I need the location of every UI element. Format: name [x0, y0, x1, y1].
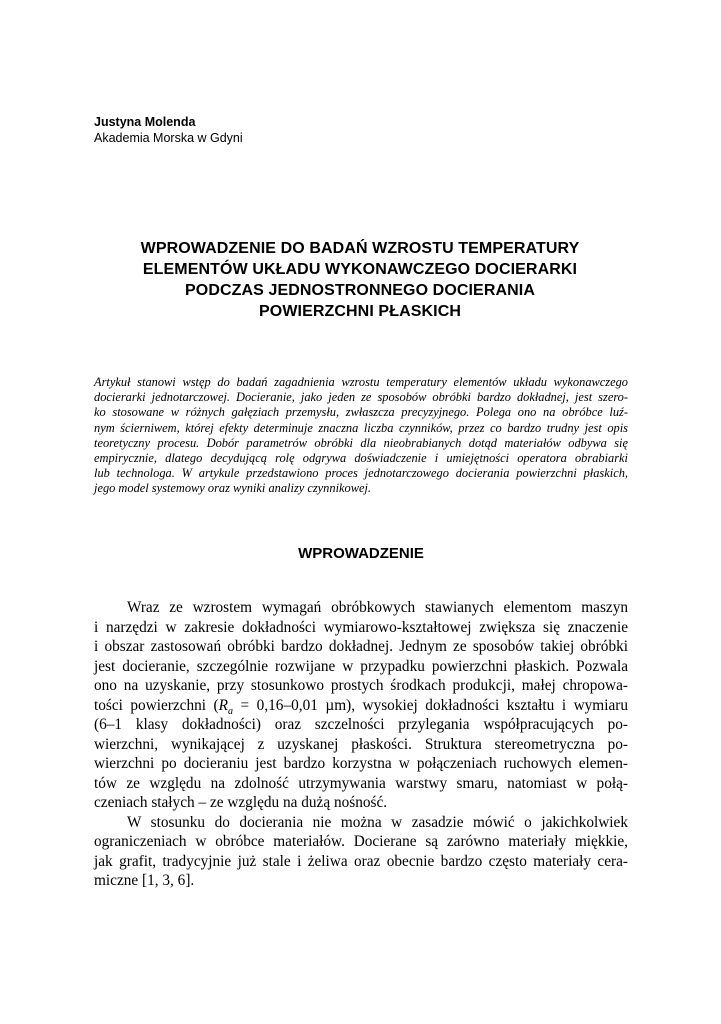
paragraph-line: ono na uzyskanie, przy stosunkowo prostych środkach produkcji, małej chropowa- [94, 677, 628, 694]
paragraph-line: ograniczeniach w obróbce materiałów. Docierane są zarówno materiały miękkie, [94, 833, 628, 850]
paragraph-line: i narzędzi w zakresie dokładności wymiarowo-kształtowej zwiększa się znaczenie [94, 618, 628, 636]
abstract-line: ko stosowane w różnych gałęziach przemysłu, zwłaszcza precyzyjnego. Polega ono na obróbce luź- [94, 405, 628, 420]
paragraph-line: tów ze względu na zdolność utrzymywania warstwy smaru, natomiast w połą- [94, 774, 628, 792]
author-affiliation: Akademia Morska w Gdyni [94, 131, 243, 145]
title-line: WPROWADZENIE DO BADAŃ WZROSTU TEMPERATURY [140, 240, 580, 257]
abstract-line: teoretyczny procesu. Dobór parametrów obróbki dla nieobrabianych dotąd materiałów odbywa się [94, 435, 628, 450]
abstract-line: jego model systemowy oraz wyniki analizy czynnikowej. [94, 481, 372, 496]
ra-symbol: R [218, 696, 228, 714]
paragraph-line: W stosunku do docierania nie można w zasadzie mówić o jakichkolwiek [127, 813, 628, 831]
paragraph-line: miczne [1, 3, 6]. [94, 872, 195, 889]
paragraph-line: jak grafit, tradycyjnie już stale i żeliwa oraz obecnie bardzo często materiały cera- [94, 852, 628, 870]
paragraph-line: wierzchni po docieraniu jest bardzo korzystna w połączeniach ruchowych elemen- [94, 755, 628, 772]
author-name: Justyna Molenda [94, 115, 196, 129]
text-fragment: tości powierzchni ( [94, 696, 219, 714]
paragraph-line: i obszar zastosowań obróbki bardzo dokładnej. Jednym ze sposobów takiej obróbki [94, 638, 628, 655]
paragraph-line: Wraz ze wzrostem wymagań obróbkowych stawianych elementom maszyn [127, 599, 628, 616]
paragraph-line: czeniach stałych – ze względu na dużą nośność. [94, 794, 388, 811]
paper-title [94, 238, 626, 322]
abstract-line: docierarki jednotarczowej. Docieranie, jako jeden ze sposobów obróbki bardzo dokładnej, jest szero- [94, 390, 628, 405]
abstract-line: nym ścierniwem, której efekty determinuje znaczna liczba czynników, przez co bardzo trudny jest opis [94, 420, 628, 435]
paragraph-line: jest docieranie, szczególnie rozwijane w przypadku powierzchni płaskich. Pozwala [94, 657, 628, 675]
section-heading: WPROWADZENIE [298, 545, 424, 562]
abstract-line: lub technologa. W artykule przedstawiono proces jednotarczowego docierania powierzchni płaskich, [94, 466, 628, 481]
body-text [94, 598, 628, 891]
abstract-line: empirycznie, dlatego decydującą rolę odgrywa doświadczenie i umiejętności operatora obrabiarki [94, 451, 628, 466]
text-fragment: = 0,16–0,01 µm), wysokiej dokładności kształtu i wymiaru [233, 696, 628, 714]
ra-subscript: a [228, 705, 233, 717]
abstract [94, 375, 628, 497]
author-block [94, 114, 243, 146]
paragraph-line: (6–1 klasy dokładności) oraz szczelności przylegania współpracujących po- [94, 716, 628, 733]
title-line: PODCZAS JEDNOSTRONNEGO DOCIERANIA [185, 282, 535, 299]
paragraph-line: wierzchni, wynikającej z uzyskanej płaskości. Struktura stereometryczna po- [94, 735, 628, 753]
title-line: POWIERZCHNI PŁASKICH [259, 303, 461, 320]
title-line: ELEMENTÓW UKŁADU WYKONAWCZEGO DOCIERARKI [142, 261, 578, 278]
abstract-line: Artykuł stanowi wstęp do badań zagadnienia wzrostu temperatury elementów układu wykonawczego [94, 375, 628, 389]
paragraph-line-with-formula [94, 696, 628, 716]
